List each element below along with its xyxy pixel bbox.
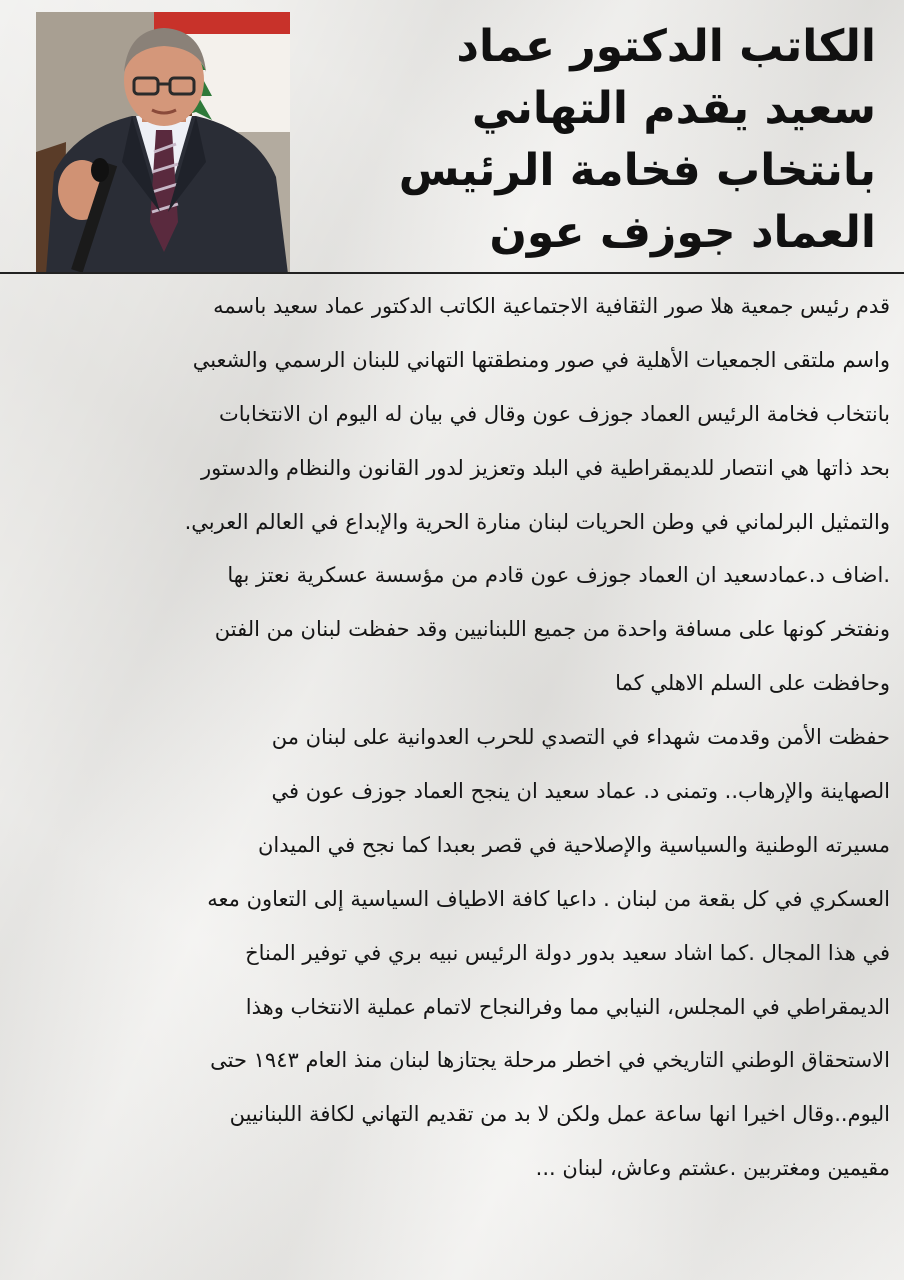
body-line: الديمقراطي في المجلس، النيابي مما وفرالنجاح لاتمام عملية الانتخاب وهذا [245,994,890,1019]
body-line: الاستحقاق الوطني التاريخي في اخطر مرحلة يجتازها لبنان منذ العام ١٩٤٣ حتى [210,1048,890,1073]
body-line: حفظت الأمن وقدمت شهداء في التصدي للحرب العدوانية على لبنان من [271,725,890,750]
body-line: والتمثيل البرلماني في وطن الحريات لبنان منارة الحرية والإبداع في العالم العربي. [184,509,890,534]
body-line: قدم رئيس جمعية هلا صور الثقافية الاجتماعية الكاتب الدكتور عماد سعيد باسمه [213,294,890,318]
header-divider [0,272,904,274]
headline-line: بانتخاب فخامة الرئيس [398,145,876,196]
body-line: مسيرته الوطنية والسياسية والإصلاحية في قصر بعبدا كما نجح في الميدان [258,832,890,857]
body-line: .اضاف د.عمادسعيد ان العماد جوزف عون قادم من مؤسسة عسكرية نعتز بها [227,563,890,588]
headline [300,16,876,264]
body-line: في هذا المجال .كما اشاد سعيد بدور دولة الرئيس نبيه بري في توفير المناخ [245,940,890,965]
body-line: مقيمين ومغتربين .عشتم وعاش، لبنان ... [535,1156,890,1181]
headline-line: العماد جوزف عون [489,207,876,258]
headline-line: سعيد يقدم التهاني [471,83,876,134]
body-line: العسكري في كل بقعة من لبنان . داعيا كافة الاطياف السياسية إلى التعاون معه [207,886,890,911]
body-line: وحافظت على السلم الاهلي كما [615,671,890,696]
body-line: اليوم..وقال اخيرا انها ساعة عمل ولكن لا بد من تقديم التهاني لكافة اللبنانيين [229,1102,890,1127]
body-line: ونفتخر كونها على مسافة واحدة من جميع اللبنانيين وقد حفظت لبنان من الفتن [214,617,890,642]
body-line: بانتخاب فخامة الرئيس العماد جوزف عون وقال في بيان له اليوم ان الانتخابات [219,401,890,426]
article-body [0,280,904,1196]
headline-line: الكاتب الدكتور عماد [456,21,876,72]
body-line: الصهاينة والإرهاب.. وتمنى د. عماد سعيد ان ينجح العماد جوزف عون في [271,779,890,804]
body-line: بحد ذاتها هي انتصار للديمقراطية في البلد وتعزيز لدور القانون والنظام والدستور [201,455,890,480]
author-photo [36,12,290,274]
body-line: واسم ملتقى الجمعيات الأهلية في صور ومنطقتها التهاني للبنان الرسمي والشعبي [192,347,890,372]
